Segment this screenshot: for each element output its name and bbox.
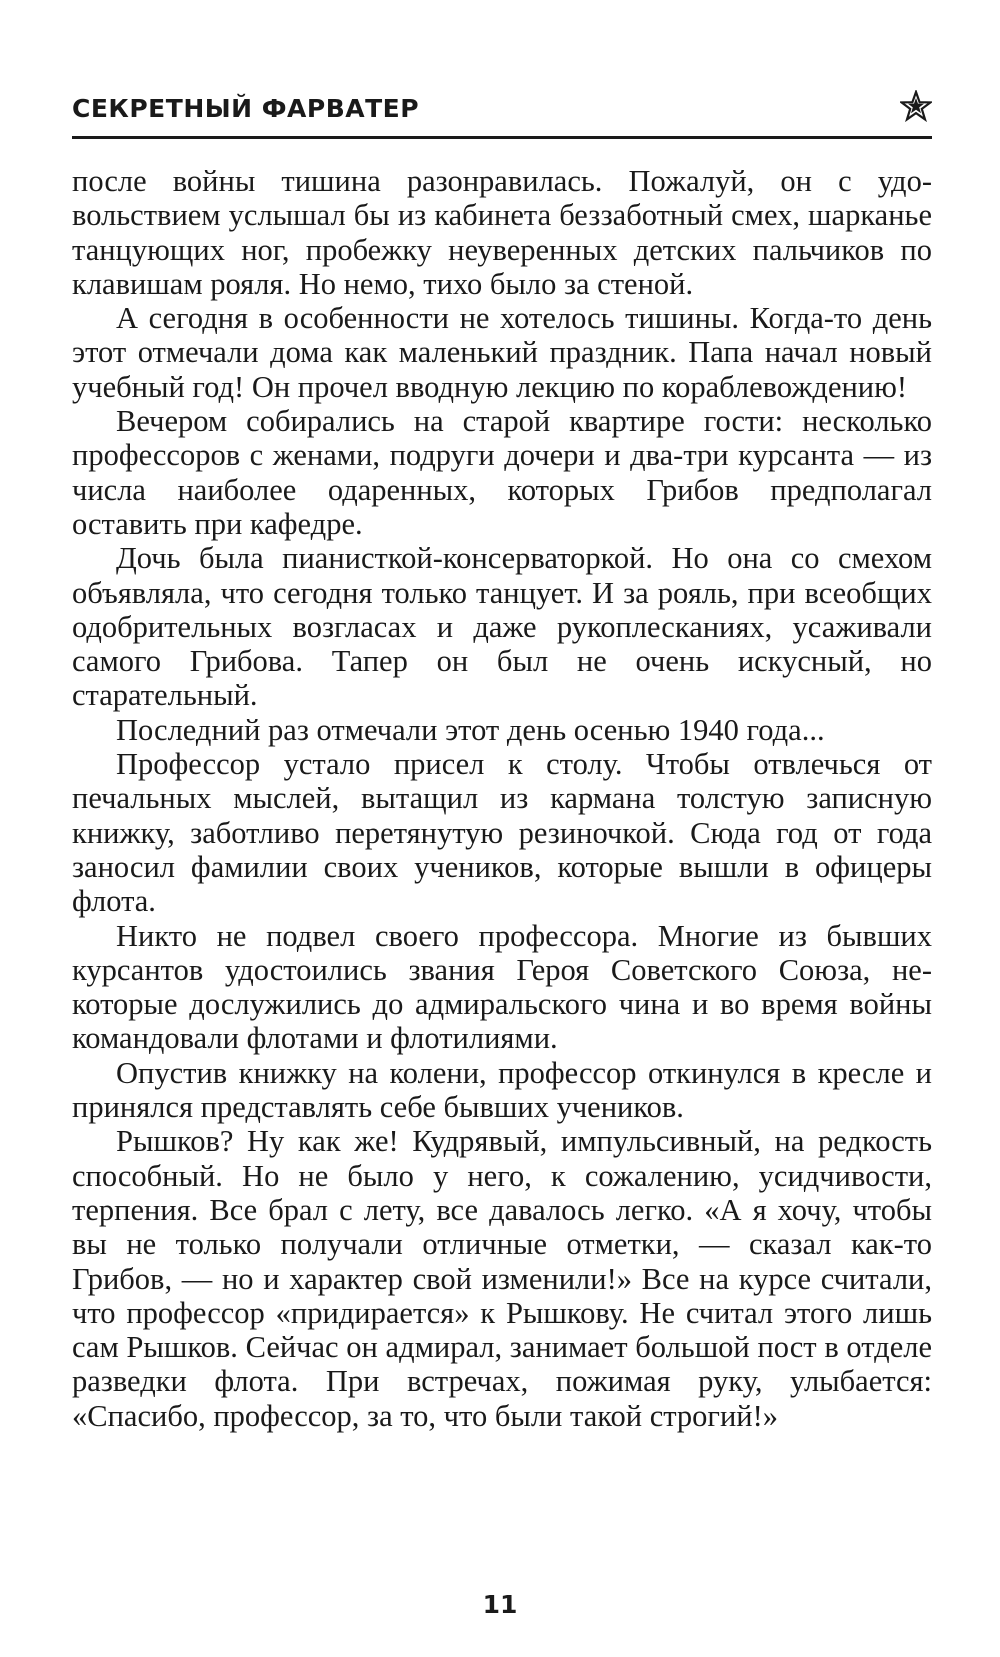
paragraph: Никто не подвел своего профессора. Многие из бывших курсантов удостоились звания Героя Советского Союза, некоторые дослужились до адмиральского чина и во время войны командовали флотами и флотилиями. [72,918,932,1056]
body-text [72,164,932,1433]
paragraph: Профессор устало присел к столу. Чтобы отвлечься от печальных мыслей, вытащил из кармана толстую записную книжку, заботливо перетянутую резиночкой. Сюда год от года заносил фамилии своих учеников, которые вышли в офицеры флота. [72,747,932,919]
paragraph: Последний раз отмечали этот день осенью 1940 года... [116,712,825,747]
paragraph: Опустив книжку на колени, профессор откинулся в кресле и принялся представлять себе бывших учеников. [72,1055,932,1125]
page-number: 11 [482,1590,518,1619]
running-head [72,92,932,139]
paragraph: Дочь была пианисткой-консерваторкой. Но она со смехом объявляла, что сегодня только танцует. И за рояль, при всеобщих одобрительных возгласах и даже рукоплесканиях, усаживали самого Грибова. Тапер он был не очень искусный, но старательный. [72,541,932,713]
paragraph: Рышков? Ну как же! Кудрявый, импульсивный, на редкость способный. Но не было у него, к сожалению, усидчивости, терпения. Все брал с лету, все давалось легко. «А я хочу, чтобы вы не только получали отличные отметки, — сказал как-то Грибов, — но и характер свой изменили!» Все на курсе считали, что профессор «придирается» к Рышкову. Не считал этого лишь сам Рышков. Сейчас он адмирал, занимает большой пост в отделе разведки флота. При встречах, пожимая руку, улыбается: «Спасибо, профессор, за то, что были такой строгий!» [72,1124,932,1433]
running-title: СЕКРЕТНЫЙ ФАРВАТЕР [72,94,420,123]
paragraph: после войны тишина разонравилась. Пожалуй, он с удовольствием услышал бы из кабинета беззаботный смех, шарканье танцующих ног, пробежку неуверенных детских пальчиков по клавишам рояля. Но немо, тихо было за стеной. [72,164,932,301]
paragraph: А сегодня в особенности не хотелось тишины. Когда-то день этот отмечали дома как маленький праздник. Папа начал новый учебный год! Он прочел вводную лекцию по кораблевождению! [72,301,932,404]
paragraph: Вечером собирались на старой квартире гости: несколько профессоров с женами, подруги дочери и два-три курсанта — из числа наиболее одаренных, которых Грибов предполагал оставить при кафедре. [72,404,932,541]
star-icon [900,90,932,122]
